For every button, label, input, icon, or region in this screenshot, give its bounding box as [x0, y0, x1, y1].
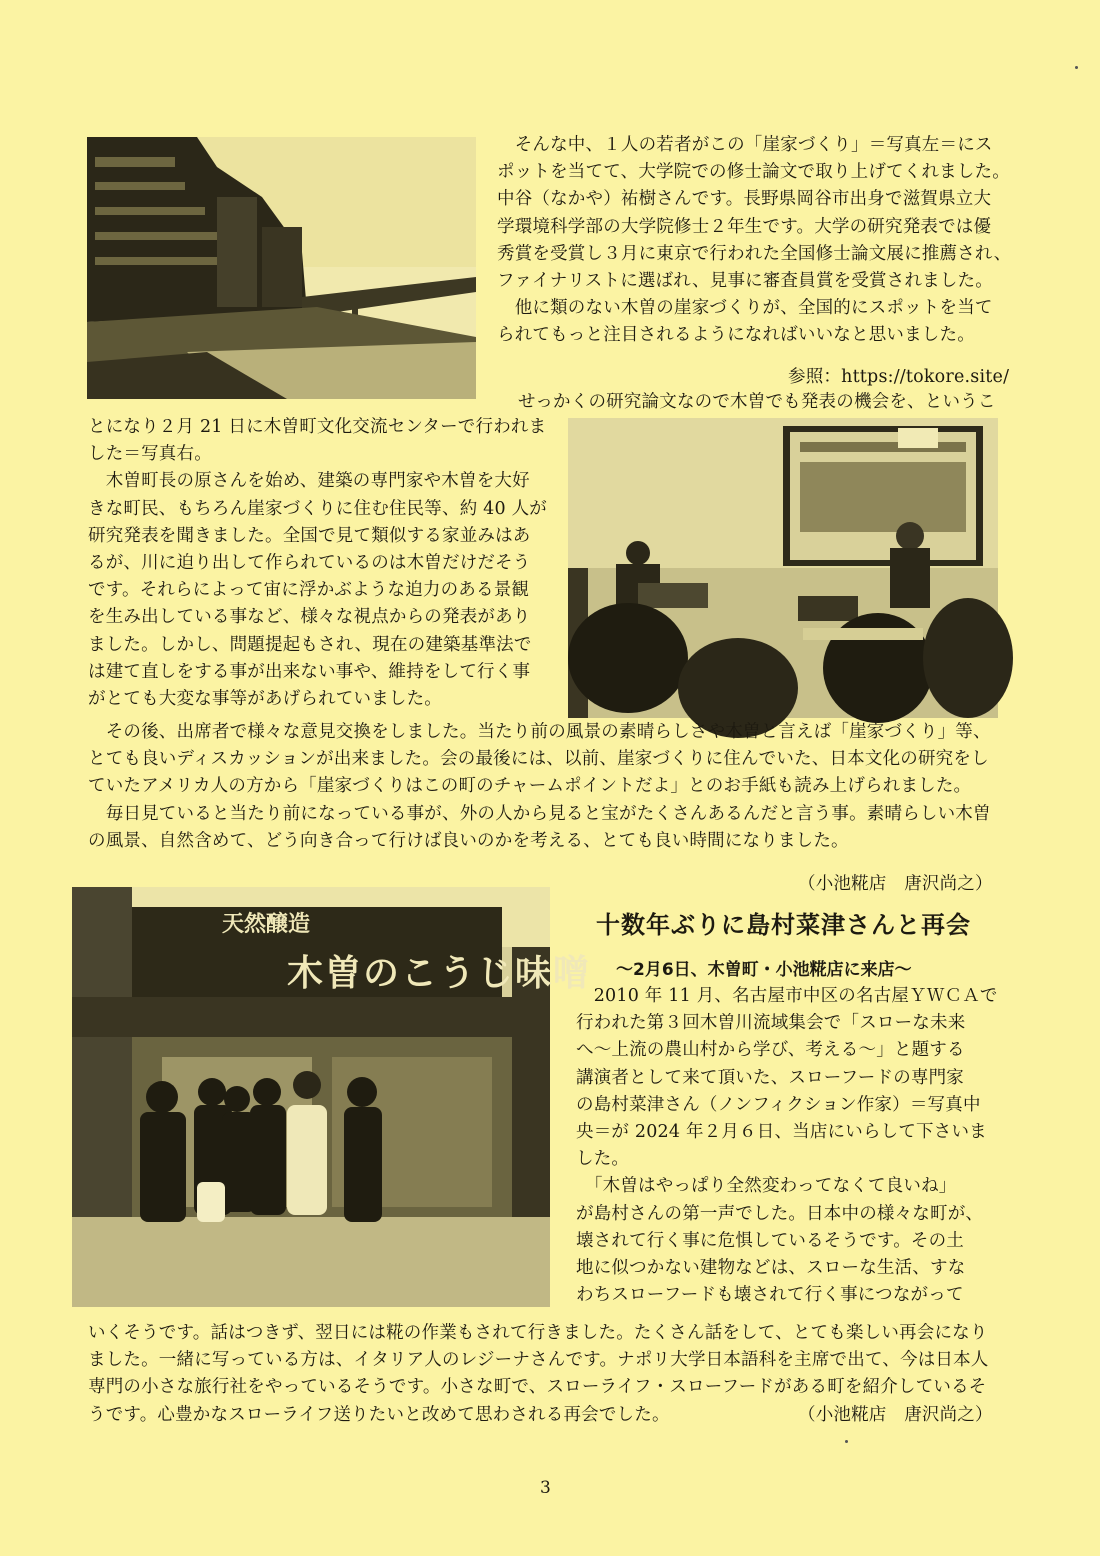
text-line: ていたアメリカ人の方から「崖家づくりはこの町のチャームポイントだよ」とのお手紙も読み上げられました。: [88, 776, 972, 797]
article2-title: 十数年ぶりに島村菜津さんと再会: [596, 911, 971, 939]
photo-cliff-houses: [87, 137, 476, 399]
article2-right-column: [576, 983, 998, 1309]
reference-link[interactable]: 参照：https://tokore.site/: [788, 367, 1010, 387]
text-line: 学環境科学部の大学院修士２年生です。大学の研究発表では優: [497, 216, 992, 237]
text-line: 研究発表を聞きました。全国で見て類似する家並みはあ: [88, 525, 531, 546]
article2-signature: （小池糀店 唐沢尚之）: [798, 1405, 993, 1425]
text-line: 「木曽はやっぱり全然変わってなくて良いね」: [576, 1176, 957, 1197]
text-line: うです。心豊かなスローライフ送りたいと改めて思わされる再会でした。: [88, 1404, 670, 1425]
scan-speck: [845, 1440, 848, 1443]
shop-sign-large: 木曽のこうじ味噌: [287, 953, 592, 994]
text-line: そんな中、１人の若者がこの「崖家づくり」＝写真左＝にス: [497, 135, 993, 155]
text-line: 秀賞を受賞し３月に東京で行われた全国修士論文展に推薦され、: [497, 243, 1012, 264]
article1-signature: （小池糀店 唐沢尚之）: [798, 874, 993, 894]
article2-subtitle: ～2月6日、木曽町・小池糀店に来店～: [616, 960, 912, 980]
text-line: です。それらによって宙に浮かぶような迫力のある景観: [88, 580, 530, 601]
text-line: は建て直しをする事が出来ない事や、維持をして行く事: [88, 661, 531, 682]
text-line: わちスローフードも壊されて行く事につながって: [576, 1285, 964, 1306]
text-line: 中谷（なかや）祐樹さんです。長野県岡谷市出身で滋賀県立大: [497, 189, 992, 210]
text-line: ました。一緒に写っている方は、イタリア人のレジーナさんです。ナポリ大学日本語科を主席で出て、今は日本人: [88, 1350, 989, 1371]
photo-presentation: [568, 418, 998, 718]
photo-shop-group: [72, 887, 592, 1307]
text-line: 壊されて行く事に危惧しているそうです。その土: [576, 1230, 964, 1251]
page-number: 3: [540, 1478, 551, 1498]
text-line: した。: [576, 1149, 630, 1170]
text-line: 2010 年 11 月、名古屋市中区の名古屋ＹＷＣＡで: [576, 986, 998, 1006]
text-line: を生み出している事など、様々な視点からの発表があり: [88, 607, 531, 628]
article1-full-width: [88, 719, 991, 855]
text-line: 他に類のない木曽の崖家づくりが、全国的にスポットを当て: [497, 298, 993, 319]
text-line: せっかくの研究論文なので木曽でも発表の機会を、というこ: [518, 392, 996, 412]
text-line: ポットを当てて、大学院での修士論文で取り上げてくれました。: [497, 162, 1010, 183]
text-line: の風景、自然含めて、どう向き合って行けば良いのかを考える、とても良い時間になりました。: [88, 830, 849, 851]
text-line: 毎日見ていると当たり前になっている事が、外の人から見ると宝がたくさんあるんだと言う事。素晴らしい木曽: [88, 803, 991, 824]
text-line: るが、川に迫り出して作られているのは木曽だけだそう: [88, 552, 531, 573]
text-line: が島村さんの第一声でした。日本中の様々な町が、: [576, 1203, 984, 1224]
text-line: とても良いディスカッションが出来ました。会の最後には、以前、崖家づくりに住んでいた、日本文化の研究をし: [88, 749, 989, 770]
text-line: の島村菜津さん（ノンフィクション作家）＝写真中: [576, 1094, 981, 1115]
scan-speck: [1075, 66, 1078, 69]
shop-sign-small: 天然醸造: [222, 912, 311, 937]
text-line: とになり２月 21 日に木曽町文化交流センターで行われま: [88, 417, 547, 437]
text-line: へ～上流の農山村から学び、考える～」と題する: [576, 1040, 965, 1061]
text-line: がとても大変な事等があげられていました。: [88, 688, 442, 709]
text-line: られてもっと注目されるようになればいいなと思いました。: [497, 325, 975, 346]
text-line: した＝写真右。: [88, 444, 212, 465]
text-line: いくそうです。話はつきず、翌日には糀の作業もされて行きました。たくさん話をして、とても楽しい再会になり: [88, 1323, 988, 1343]
cliff-houses-image: [87, 137, 476, 399]
text-line: 木曽町長の原さんを始め、建築の専門家や木曽を大好: [88, 471, 530, 492]
article1-left-column: [88, 414, 547, 713]
article1-right-column: [497, 132, 1011, 350]
text-line: ファイナリストに選ばれ、見事に審査員賞を受賞されました。: [497, 270, 993, 291]
text-line: 専門の小さな旅行社をやっているそうです。小さな町で、スローライフ・スローフードがある町を紹介しているそ: [88, 1377, 987, 1398]
presentation-image: [568, 418, 998, 718]
text-line: 講演者として来て頂いた、スローフードの専門家: [576, 1067, 964, 1088]
text-line: 行われた第３回木曽川流域集会で「スローな未来: [576, 1013, 966, 1034]
text-line: 地に似つかない建物などは、スローな生活、すな: [576, 1257, 966, 1278]
text-line: その後、出席者で様々な意見交換をしました。当たり前の風景の素晴らしさや木曽と言えば「崖家づくり」等、: [88, 722, 991, 742]
text-line: 央＝が 2024 年２月６日、当店にいらして下さいま: [576, 1121, 987, 1142]
text-line: ました。しかし、問題提起もされ、現在の建築基準法で: [88, 634, 532, 655]
text-line: きな町民、もちろん崖家づくりに住む住民等、約 40 人が: [88, 498, 547, 519]
